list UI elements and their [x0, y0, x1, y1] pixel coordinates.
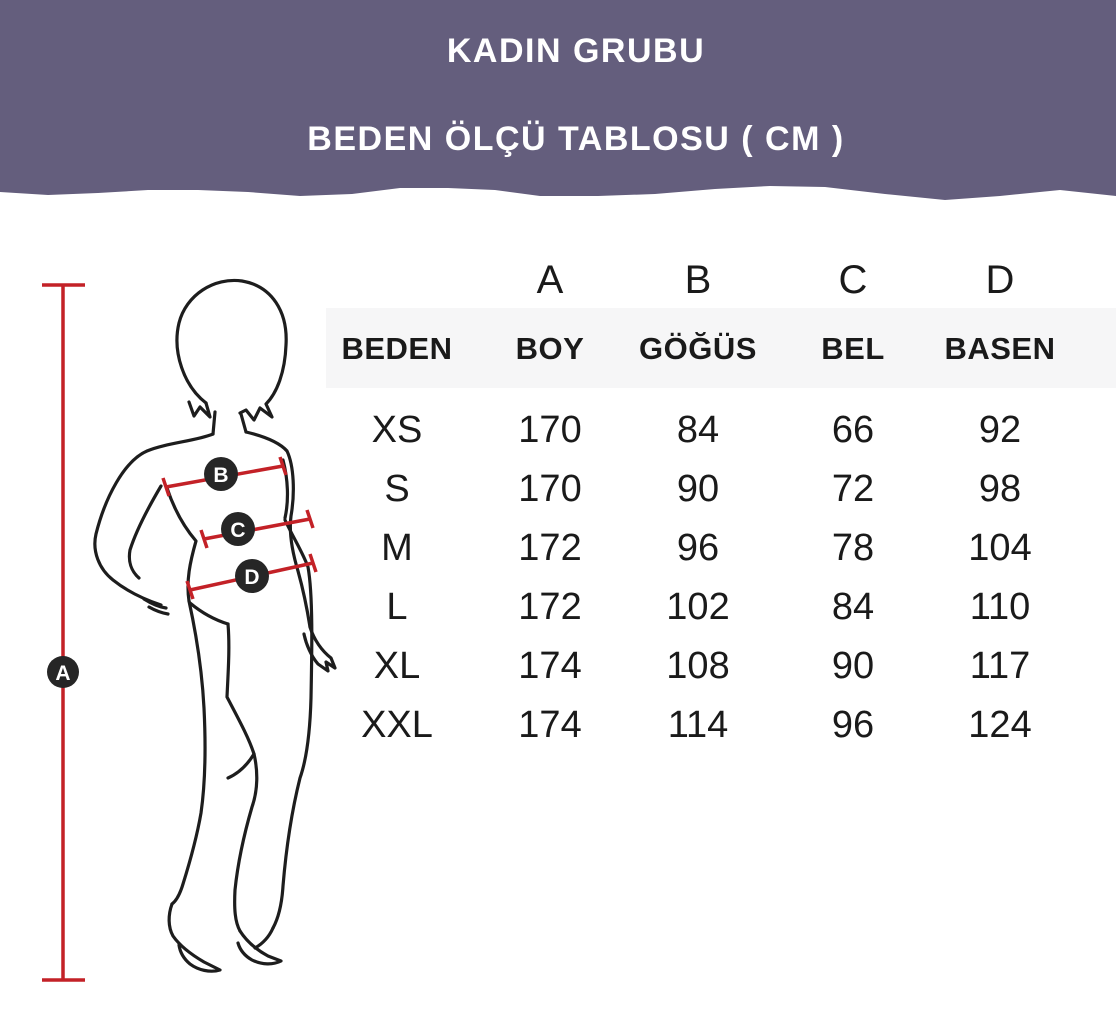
table-row: [322, 518, 1062, 577]
hair-outline: [177, 280, 286, 420]
value-cell: 84: [676, 408, 720, 451]
size-label-cell: S: [384, 467, 410, 510]
value-cell: 84: [831, 585, 875, 628]
right-ankle-line: [255, 928, 273, 948]
column-header-boy: BOY: [515, 330, 585, 366]
column-letter-a: A: [536, 258, 564, 302]
table-row: [322, 577, 1062, 636]
value-cell: 104: [968, 526, 1032, 569]
column-letter-c: C: [838, 258, 868, 302]
size-table-title: BEDEN ÖLÇÜ TABLOSU ( CM ): [307, 120, 845, 158]
group-title: KADIN GRUBU: [446, 32, 706, 70]
back-foot: [238, 931, 281, 964]
height-measure-line: [42, 285, 85, 980]
value-cell: 174: [518, 644, 582, 687]
torso-front-edge: [167, 488, 196, 601]
knee-cross-line: [228, 754, 254, 778]
marker-c-label: C: [230, 519, 246, 542]
header-banner: [0, 0, 1116, 206]
value-cell: 110: [969, 585, 1031, 628]
value-cell: 108: [666, 644, 730, 687]
value-cell: 170: [518, 408, 582, 451]
column-headers-row: [322, 308, 1062, 388]
value-cell: 96: [831, 703, 875, 746]
front-foot: [169, 904, 220, 971]
column-header-beden: BEDEN: [341, 330, 453, 366]
column-letter-d: D: [985, 258, 1015, 302]
column-letter-b: B: [684, 258, 712, 302]
value-cell: 172: [518, 585, 582, 628]
value-cell: 98: [978, 467, 1022, 510]
value-cell: 172: [518, 526, 582, 569]
size-label-cell: L: [386, 585, 408, 628]
table-row: [322, 636, 1062, 695]
left-hand-fingers: [144, 599, 168, 614]
column-letters-row: [322, 252, 1062, 308]
value-cell: 170: [518, 467, 582, 510]
value-cell: 124: [968, 703, 1032, 746]
value-cell: 174: [518, 703, 582, 746]
marker-c-badge: [221, 512, 255, 546]
right-leg-outline: [273, 520, 312, 928]
table-row: [322, 459, 1062, 518]
value-cell: 90: [676, 467, 720, 510]
value-cell: 102: [666, 585, 730, 628]
table-row: [322, 400, 1062, 459]
hair-tips-left: [189, 402, 210, 417]
value-cell: 66: [831, 408, 875, 451]
marker-d-label: D: [244, 566, 260, 589]
body-measurement-diagram: [0, 250, 360, 1029]
value-cell: 117: [969, 644, 1031, 687]
size-table: [322, 252, 1062, 754]
marker-d-badge: [235, 559, 269, 593]
marker-a-badge: [47, 656, 79, 688]
size-label-cell: XL: [373, 644, 421, 687]
value-cell: 72: [831, 467, 875, 510]
column-header-basen: BASEN: [944, 330, 1056, 366]
left-arm-inner-edge: [129, 486, 161, 578]
marker-b-label: B: [213, 464, 229, 487]
size-label-cell: M: [381, 526, 413, 569]
size-label-cell: XS: [371, 408, 423, 451]
value-cell: 90: [831, 644, 875, 687]
value-cell: 96: [676, 526, 720, 569]
size-label-cell: XXL: [361, 703, 433, 746]
value-cell: 78: [831, 526, 875, 569]
marker-b-badge: [204, 457, 238, 491]
front-leg-outline: [172, 601, 205, 904]
column-header-bel: BEL: [821, 330, 885, 366]
left-arm-outline: [95, 434, 213, 605]
hip-front-line: [190, 603, 228, 624]
neck-lines: [213, 412, 246, 434]
woman-outline-illustration: [95, 280, 335, 971]
value-cell: 114: [667, 703, 729, 746]
value-cell: 92: [978, 408, 1022, 451]
size-table-body: [322, 388, 1062, 754]
marker-a-label: A: [55, 662, 71, 685]
column-header-gogus: GÖĞÜS: [639, 330, 757, 366]
table-row: [322, 695, 1062, 754]
